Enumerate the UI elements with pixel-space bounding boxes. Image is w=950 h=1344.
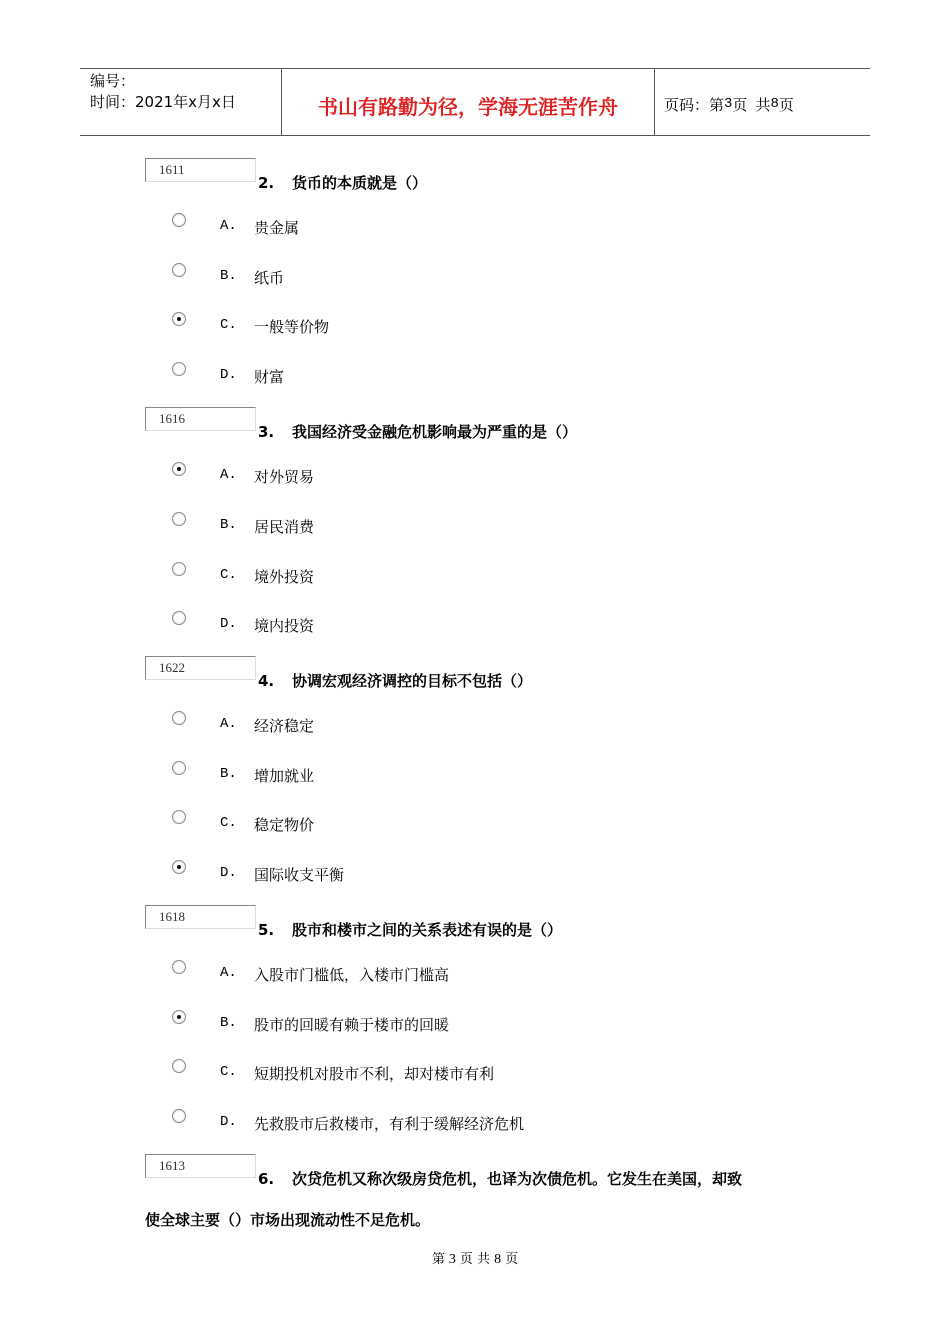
header-meta-cell	[80, 69, 282, 135]
question-text: 次贷危机又称次级房贷危机，也译为次债危机。它发生在美国，却致	[292, 1170, 743, 1188]
question-id-field[interactable]: 1611	[145, 158, 256, 182]
option-text: 境外投资	[254, 568, 315, 586]
question-title	[258, 670, 532, 691]
option-letter: B.	[220, 1015, 237, 1031]
serial-label: 编号：	[90, 72, 136, 90]
option-letter: C.	[220, 1064, 237, 1080]
question-id-field[interactable]: 1613	[145, 1154, 256, 1178]
radio-button[interactable]	[172, 960, 186, 974]
radio-button[interactable]	[172, 512, 186, 526]
option-text: 一般等价物	[254, 318, 330, 336]
option-text: 经济稳定	[254, 717, 315, 735]
radio-button[interactable]	[172, 761, 186, 775]
option-letter: C.	[220, 317, 237, 333]
page-mid: 页	[732, 95, 748, 114]
option-text: 短期投机对股市不利，却对楼市有利	[254, 1065, 495, 1083]
radio-button[interactable]	[172, 263, 186, 277]
page-total-prefix: 共	[755, 95, 771, 114]
question-id-field[interactable]: 1618	[145, 905, 256, 929]
footer-mid: 页 共	[459, 1252, 491, 1267]
question-number: 3.	[258, 423, 275, 441]
option-text: 财富	[254, 368, 285, 386]
option-text: 稳定物价	[254, 816, 315, 834]
radio-button[interactable]	[172, 562, 186, 576]
option-letter: C.	[220, 815, 237, 831]
option-text: 境内投资	[254, 617, 315, 635]
option-text: 增加就业	[254, 767, 315, 785]
option-text: 先救股市后救楼市，有利于缓解经济危机	[254, 1115, 525, 1133]
footer-suffix: 页	[505, 1252, 519, 1267]
option-letter: A.	[220, 218, 237, 234]
option-letter: A.	[220, 965, 237, 981]
radio-button[interactable]	[172, 1059, 186, 1073]
footer-prefix: 第	[431, 1252, 445, 1267]
time-label: 时间：2021年x月x日	[90, 93, 236, 111]
option-text: 对外贸易	[254, 468, 315, 486]
header-motto: 书山有路勤为径，学海无涯苦作舟	[282, 69, 655, 135]
radio-button-checked[interactable]	[172, 860, 186, 874]
option-letter: A.	[220, 716, 237, 732]
option-text: 纸币	[254, 269, 285, 287]
question-text: 我国经济受金融危机影响最为严重的是（）	[292, 423, 578, 441]
radio-button[interactable]	[172, 1109, 186, 1123]
radio-button-checked[interactable]	[172, 1010, 186, 1024]
question-text-continuation: 使全球主要（）市场出现流动性不足危机。	[145, 1211, 431, 1229]
question-number: 4.	[258, 672, 275, 690]
footer-current: 3	[448, 1252, 456, 1267]
question-number: 2.	[258, 174, 275, 192]
radio-button[interactable]	[172, 362, 186, 376]
question-id-field[interactable]: 1616	[145, 407, 256, 431]
option-letter: B.	[220, 268, 237, 284]
page-total: 8	[770, 96, 779, 112]
page-prefix: 页码：第	[664, 95, 725, 114]
question-text: 股市和楼市之间的关系表述有误的是（）	[292, 921, 563, 939]
radio-button-checked[interactable]	[172, 312, 186, 326]
option-letter: A.	[220, 467, 237, 483]
radio-button[interactable]	[172, 711, 186, 725]
question-title	[258, 919, 562, 940]
option-letter: B.	[220, 766, 237, 782]
option-text: 贵金属	[254, 219, 300, 237]
question-title	[258, 421, 577, 442]
question-text: 货币的本质就是（）	[292, 174, 428, 192]
option-letter: B.	[220, 517, 237, 533]
radio-button[interactable]	[172, 611, 186, 625]
radio-button[interactable]	[172, 213, 186, 227]
question-number: 5.	[258, 921, 275, 939]
option-letter: C.	[220, 567, 237, 583]
footer-total: 8	[494, 1252, 502, 1267]
option-letter: D.	[220, 865, 237, 881]
option-letter: D.	[220, 616, 237, 632]
option-text: 国际收支平衡	[254, 866, 345, 884]
radio-button[interactable]	[172, 810, 186, 824]
page-footer	[0, 1248, 950, 1268]
header-page-info	[655, 69, 870, 135]
option-text: 股市的回暖有赖于楼市的回暖	[254, 1016, 450, 1034]
question-title	[258, 172, 427, 193]
radio-button-checked[interactable]	[172, 462, 186, 476]
option-text: 入股市门槛低，入楼市门槛高	[254, 966, 450, 984]
page-header	[80, 68, 870, 136]
option-text: 居民消费	[254, 518, 315, 536]
page-suffix: 页	[778, 95, 794, 114]
option-letter: D.	[220, 367, 237, 383]
question-id-field[interactable]: 1622	[145, 656, 256, 680]
option-letter: D.	[220, 1114, 237, 1130]
question-number: 6.	[258, 1170, 275, 1188]
page-current: 3	[724, 96, 733, 112]
question-text: 协调宏观经济调控的目标不包括（）	[292, 672, 533, 690]
question-title	[258, 1168, 742, 1189]
